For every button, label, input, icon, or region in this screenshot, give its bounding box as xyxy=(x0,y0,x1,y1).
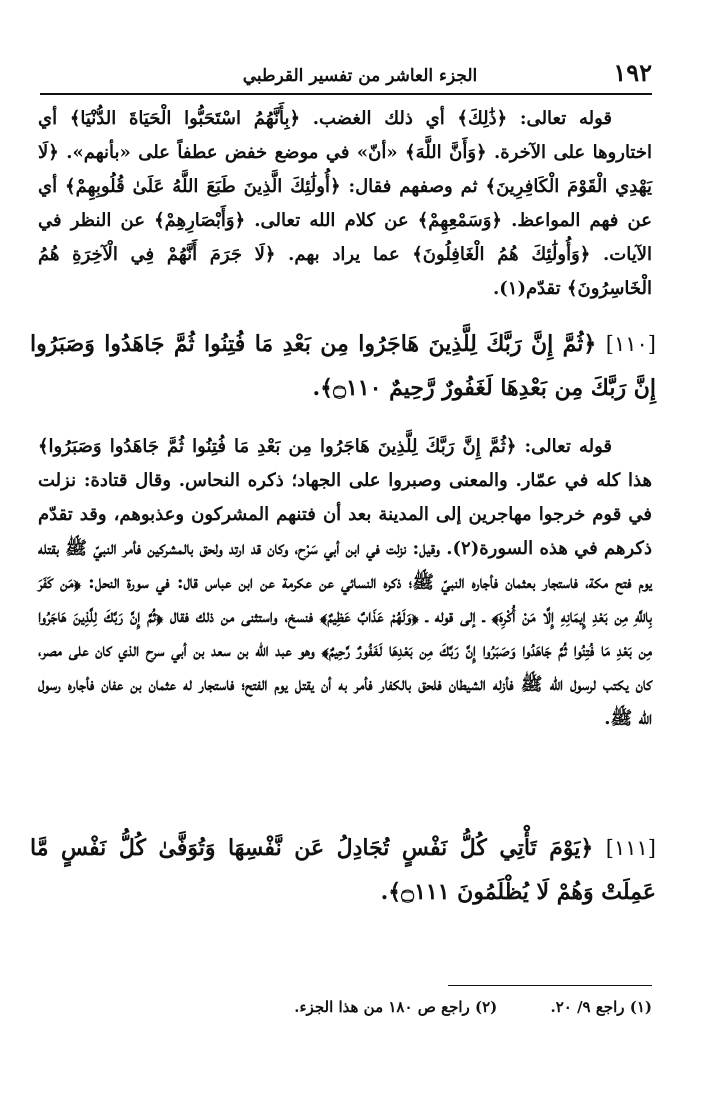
verse-text: ﴿يَوْمَ تَأْتِي كُلُّ نَفْسٍ تُجَادِلُ عَن نَّفْسِهَا وَتُوَفَّىٰ كُلُّ نَفْسٍ مَّا عَمِلَتْ وَهُمْ لَا يُظْلَمُونَ ۝١١١﴾. xyxy=(30,835,656,905)
verse-number: [١١٠] xyxy=(605,332,656,356)
page-number: ١٩٢ xyxy=(613,58,652,87)
footnote-1: (١) راجع ٩/ ٢٠. xyxy=(550,998,652,1016)
commentary-paragraph: قوله تعالى: ﴿ذَٰلِكَ﴾ أي ذلك الغضب. ﴿بِأَنَّهُمُ اسْتَحَبُّوا الْحَيَاةَ الدُّنْيَا﴾ أي اختاروها على الآخرة. ﴿وَأَنَّ اللَّهَ﴾ «أنّ» في موضع خفض عطفاً على «بأنهم». ﴿لَا يَهْدِي الْقَوْمَ الْكَافِرِينَ﴾ ثم وصفهم فقال: ﴿أُولَٰئِكَ الَّذِينَ طَبَعَ اللَّهُ عَلَىٰ قُلُوبِهِمْ﴾ أي عن فهم المواعظ. ﴿وَسَمْعِهِمْ﴾ عن كلام الله تعالى. ﴿وَأَبْصَارِهِمْ﴾ عن النظر في الآيات. ﴿وَأُولَٰئِكَ هُمُ الْغَافِلُونَ﴾ عما يراد بهم. ﴿لَا جَرَمَ أَنَّهُمْ فِي الْآخِرَةِ هُمُ الْخَاسِرُونَ﴾ تقدّم(١). xyxy=(38,108,652,299)
verse-text: ﴿ثُمَّ إِنَّ رَبَّكَ لِلَّذِينَ هَاجَرُوا مِن بَعْدِ مَا فُتِنُوا ثُمَّ جَاهَدُوا وَصَبَرُوا إِنَّ رَبَّكَ مِن بَعْدِهَا لَغَفُورٌ رَّحِيمٌ ۝١١٠﴾. xyxy=(30,331,656,401)
commentary-paragraph: قوله تعالى: ﴿ثُمَّ إِنَّ رَبَّكَ لِلَّذِينَ هَاجَرُوا مِن بَعْدِ مَا فُتِنُوا ثُمَّ جَاهَدُوا وَصَبَرُوا﴾ هذا كله في عمّار. والمعنى وصبروا على الجهاد؛ ذكره النحاس. وقال قتادة: نزلت في قوم خرجوا مهاجرين إلى المدينة بعد أن فتنهم المشركون وعذبوهم، وقد تقدّم ذكرهم في هذه السورة(٢). وقيل: نزلت في ابن أبي سَرْح، وكان قد ارتد ولحق بالمشركين فأمر النبيّ ﷺ بقتله يوم فتح مكة، فاستجار بعثمان فأجاره النبيّ ﷺ؛ ذكره النسائي عن عكرمة عن ابن عباس قال: في سورة النحل: ﴿مَن كَفَرَ بِاللَّهِ مِن بَعْدِ إِيمَانِهِ إِلَّا مَنْ أُكْرِهَ﴾ ـ إلى قوله ـ ﴿وَلَهُمْ عَذَابٌ عَظِيمٌ﴾ فنسخ، واستثنى من ذلك فقال ﴿ثُمَّ إِنَّ رَبَّكَ لِلَّذِينَ هَاجَرُوا مِن بَعْدِ مَا فُتِنُوا ثُمَّ جَاهَدُوا وَصَبَرُوا إِنَّ رَبَّكَ مِن بَعْدِهَا لَغَفُورٌ رَّحِيمٌ﴾ وهو عبد الله بن سعد بن أبي سرح الذي كان على مصر، كان يكتب لرسول الله ﷺ فأزله الشيطان فلحق بالكفار فأمر به أن يقتل يوم الفتح؛ فاستجار له عثمان بن عفان فأجاره رسول الله ﷺ. xyxy=(38,436,652,729)
commentary-section-1 xyxy=(38,102,652,306)
footnote-divider xyxy=(448,985,652,986)
running-title: الجزء العاشر من تفسير القرطبي xyxy=(242,66,478,86)
running-header xyxy=(40,58,652,92)
verse-110 xyxy=(30,322,656,410)
verse-111 xyxy=(30,826,656,914)
verse-number: [١١١] xyxy=(605,836,656,860)
footnote-2: (٢) راجع ص ١٨٠ من هذا الجزء. xyxy=(294,998,498,1016)
header-divider xyxy=(40,93,652,95)
commentary-section-2 xyxy=(38,430,652,736)
footnotes xyxy=(40,998,652,1016)
